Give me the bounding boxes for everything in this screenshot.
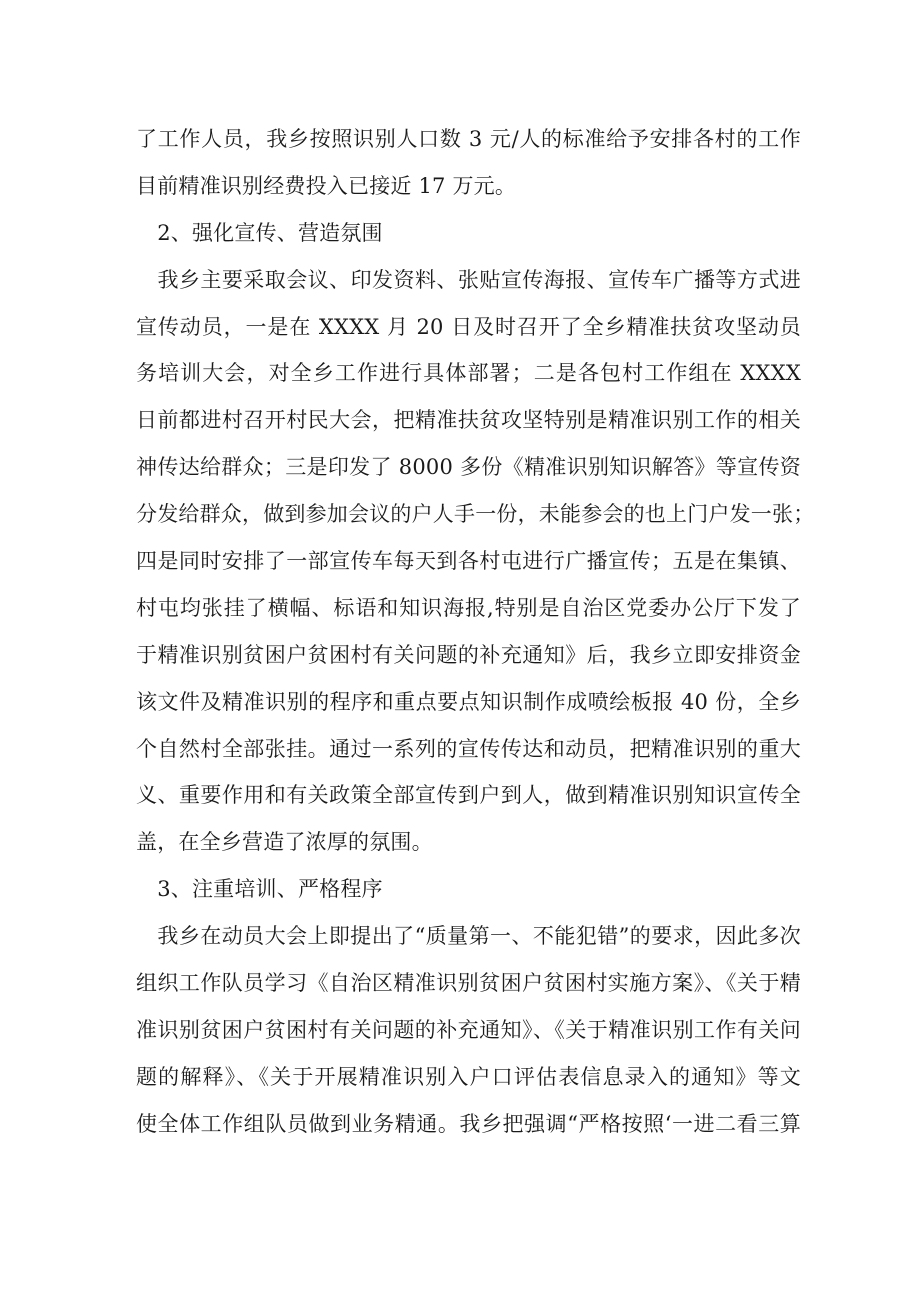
text-line: 目前精准识别经费投入已接近 17 万元。	[136, 173, 517, 198]
text-line: 盖，在全乡营造了浓厚的氛围。	[136, 830, 433, 855]
text-line: 2、强化宣传、营造氛围	[136, 220, 383, 245]
text-line: 神传达给群众；三是印发了 8000 多份《精准识别知识解答》等宣传资	[136, 455, 801, 480]
text-line: 组织工作队员学习《自治区精准识别贫困户贫困村实施方案》、《关于精	[136, 971, 801, 996]
text-line: 分发给群众，做到参加会议的户人手一份，未能参会的也上门户发一张；	[136, 502, 815, 527]
document-body	[136, 116, 815, 1148]
text-line: 义、重要作用和有关政策全部宣传到户到人，做到精准识别知识宣传全	[136, 783, 801, 808]
text-line: 宣传动员，一是在 XXXX 月 20 日及时召开了全乡精准扶贫攻坚动员	[136, 314, 801, 339]
text-line: 我乡在动员大会上即提出了“质量第一、不能犯错”的要求，因此多次	[136, 924, 801, 949]
text-line: 四是同时安排了一部宣传车每天到各村屯进行广播宣传；五是在集镇、	[136, 549, 801, 574]
text-line: 务培训大会，对全乡工作进行具体部署；二是各包村工作组在 XXXX	[136, 361, 801, 386]
text-line: 于精准识别贫困户贫困村有关问题的补充通知》后，我乡立即安排资金	[136, 642, 801, 667]
text-line: 该文件及精准识别的程序和重点要点知识制作成喷绘板报 40 份，全乡	[136, 689, 801, 714]
text-line: 村屯均张挂了横幅、标语和知识海报,特别是自治区党委办公厅下发了	[136, 595, 801, 620]
text-line: 日前都进村召开村民大会，把精准扶贫攻坚特别是精准识别工作的相关	[136, 408, 801, 433]
text-line: 了工作人员，我乡按照识别人口数 3 元/人的标准给予安排各村的工作	[136, 127, 801, 151]
text-line: 3、注重培训、严格程序	[136, 877, 383, 902]
text-line: 个自然村全部张挂。通过一系列的宣传传达和动员，把精准识别的重大	[136, 736, 801, 761]
text-line: 题的解释》、《关于开展精准识别入户口评估表信息录入的通知》等文	[136, 1064, 801, 1089]
text-line: 准识别贫困户贫困村有关问题的补充通知》、《关于精准识别工作有关问	[136, 1017, 801, 1042]
text-line: 使全体工作组队员做到业务精通。我乡把强调“严格按照‘一进二看三算	[136, 1111, 801, 1136]
text-line: 我乡主要采取会议、印发资料、张贴宣传海报、宣传车广播等方式进	[157, 267, 801, 292]
